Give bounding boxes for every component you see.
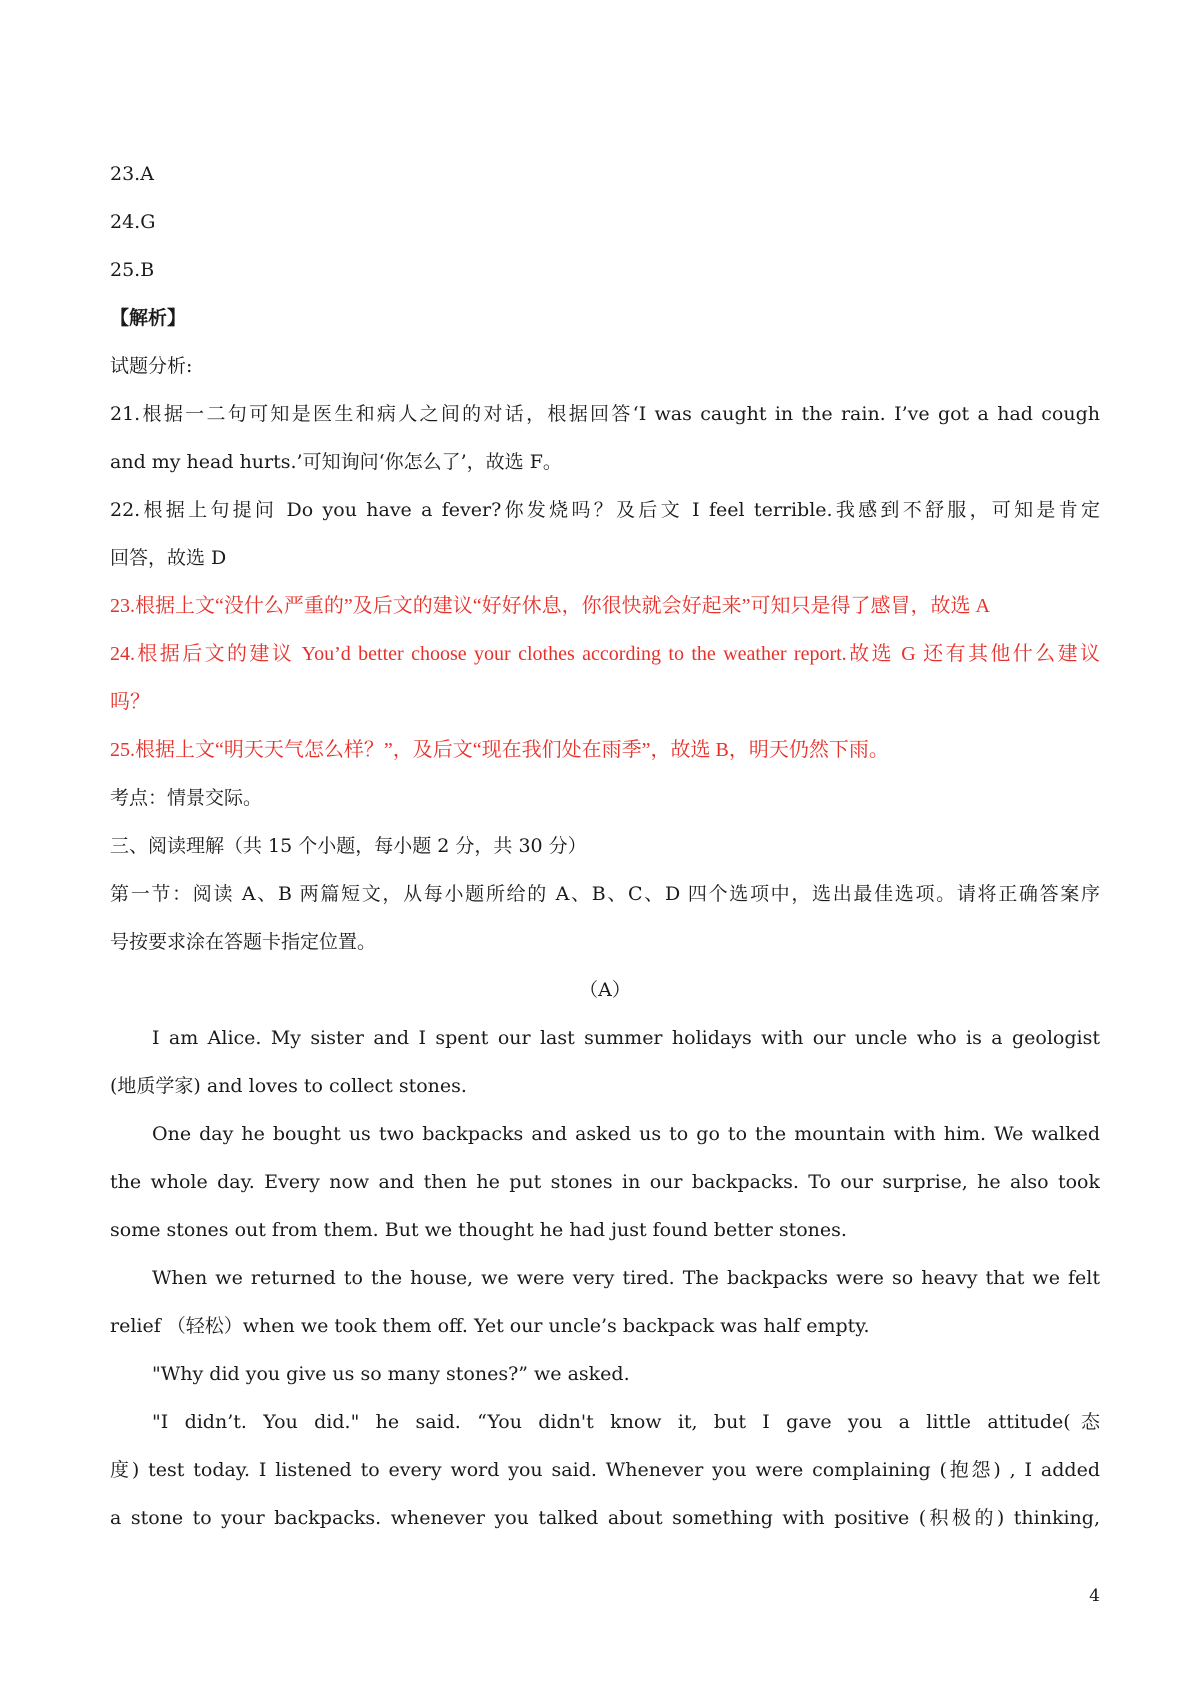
answer-25: 25.B	[110, 259, 155, 281]
passage-line: One day he bought us two backpacks and asked us to go to the mountain with him. We walked	[152, 1123, 1100, 1145]
passage-line: the whole day. Every now and then he put stones in our backpacks. To our surprise, he also took	[110, 1171, 1100, 1193]
passage-line: When we returned to the house, we were very tired. The backpacks were so heavy that we felt	[152, 1267, 1100, 1289]
passage-line: some stones out from them. But we thought he had just found better stones.	[110, 1219, 847, 1241]
q24-explanation-line1: 24.根据后文的建议 You’d better choose your clothes according to the weather report.故选 G 还有其他什么建议	[110, 643, 1100, 665]
passage-line: (地质学家) and loves to collect stones.	[110, 1075, 467, 1097]
passage-line: I am Alice. My sister and I spent our last summer holidays with our uncle who is a geologist	[152, 1027, 1100, 1049]
analysis-intro: 试题分析:	[110, 355, 193, 377]
section3-title: 三、阅读理解（共 15 个小题，每小题 2 分，共 30 分）	[110, 835, 587, 857]
q24-explanation-line2: 吗？	[110, 691, 150, 713]
document-page	[110, 150, 1100, 1542]
analysis-heading: 【解析】	[110, 307, 187, 329]
section3-instruction-line2: 号按要求涂在答题卡指定位置。	[110, 931, 377, 953]
answer-23: 23.A	[110, 163, 154, 185]
passage-line: "Why did you give us so many stones?” we asked.	[152, 1363, 630, 1385]
kaodian-note: 考点：情景交际。	[110, 787, 263, 809]
q25-explanation-line1: 25.根据上文“明天天气怎么样？”，及后文“现在我们处在雨季”，故选 B，明天仍然下雨。	[110, 739, 889, 761]
passage-label: （A）	[579, 979, 631, 1001]
page-number: 4	[1089, 1586, 1100, 1606]
passage-line: "I didn’t. You did." he said. “You didn't know it, but I gave you a little attitude(态	[152, 1411, 1100, 1433]
passage-line: 度) test today. I listened to every word you said. Whenever you were complaining (抱怨) , I added	[110, 1459, 1100, 1481]
passage-line: relief （轻松）when we took them off. Yet our uncle’s backpack was half empty.	[110, 1315, 870, 1337]
answer-24: 24.G	[110, 211, 156, 233]
q22-explanation-line1: 22.根据上句提问 Do you have a fever?你发烧吗？及后文 I feel terrible.我感到不舒服，可知是肯定	[110, 499, 1100, 521]
q22-explanation-line2: 回答，故选 D	[110, 547, 227, 569]
q23-explanation-line1: 23.根据上文“没什么严重的”及后文的建议“好好休息，你很快就会好起来”可知只是得了感冒，故选 A	[110, 595, 990, 617]
q21-explanation-line1: 21.根据一二句可知是医生和病人之间的对话，根据回答‘I was caught in the rain. I’ve got a had cough	[110, 403, 1100, 425]
passage-line: a stone to your backpacks. whenever you talked about something with positive (积极的) thinking,	[110, 1507, 1100, 1529]
q21-explanation-line2: and my head hurts.’可知询问‘你怎么了’，故选 F。	[110, 451, 562, 473]
section3-instruction-line1: 第一节：阅读 A、B 两篇短文，从每小题所给的 A、B、C、D 四个选项中，选出最佳选项。请将正确答案序	[110, 883, 1100, 905]
